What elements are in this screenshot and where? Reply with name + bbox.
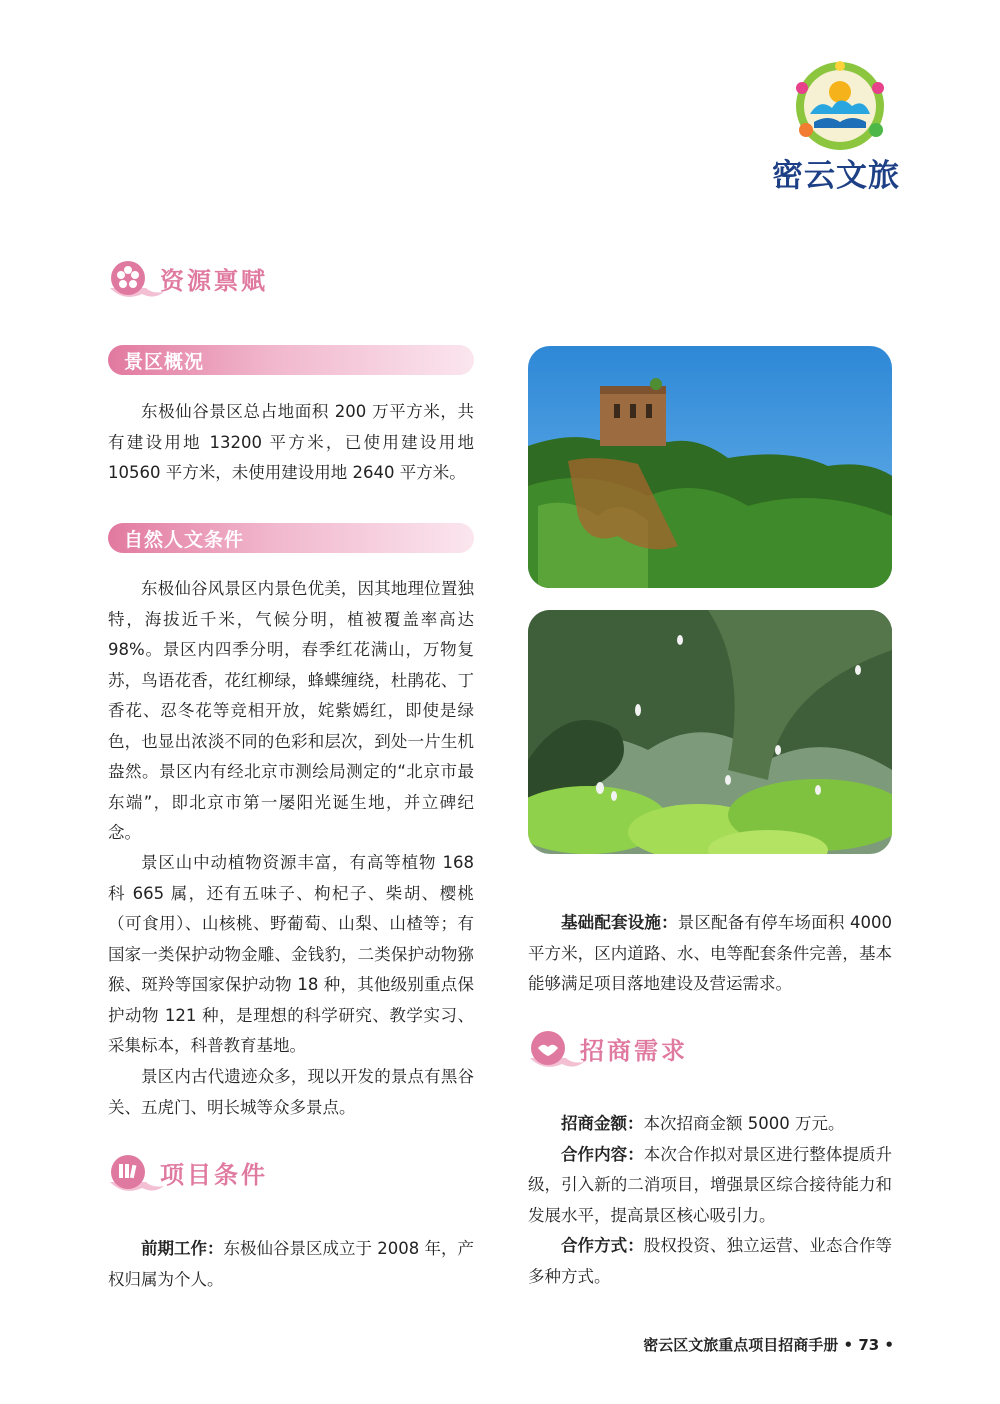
label-nature (108, 523, 474, 553)
flower-icon (106, 258, 158, 298)
photo-great-wall-tower (528, 346, 892, 588)
amount-text: 本次招商金额 5000 万元。 (643, 1114, 845, 1133)
page-footer: 密云区文旅重点项目招商手册 • 73 • (643, 1336, 894, 1354)
overview-paragraph: 东极仙谷景区总占地面积 200 万平方米，共有建设用地 13200 平方米，已使用建设用地 10560 平方米，未使用建设用地 2640 平方米。 (108, 402, 474, 482)
section-title: 招商需求 (580, 1035, 688, 1065)
label-text: 自然人文条件 (124, 528, 245, 551)
content-text: 本次合作拟对景区进行整体提质升级，引入新的二消项目，增强景区综合接待能力和发展水平，提高景区核心吸引力。 (528, 1144, 893, 1225)
nature-paragraph-1: 东极仙谷风景区内景色优美，因其地理位置独特，海拔近千米，气候分明，植被覆盖率高达 98%。景区内四季分明，春季红花满山，万物复苏，鸟语花香，花红柳绿，蜂蝶缠绕，杜鹃花、丁香花、忍冬花等竞相开放，姹紫嫣红，即使是绿色，也显出浓淡不同的色彩和层次，到处一片生机盎然。景区内有经北京市测绘局测定的“北京市最东端”，即北京市第一屡阳光诞生地，并立碑纪念。 (108, 579, 474, 842)
investment-amount-paragraph (528, 1109, 892, 1140)
investment-block (528, 1109, 892, 1292)
logo-text: 密云文旅 (772, 158, 900, 194)
infrastructure-label: 基础配套设施： (561, 913, 678, 932)
infrastructure-paragraph (528, 908, 892, 1000)
mode-text: 股权投资、独立运营、业态合作等多种方式。 (528, 1236, 893, 1286)
label-overview (108, 345, 474, 375)
amount-label: 招商金额： (561, 1114, 644, 1133)
investment-content-paragraph (528, 1140, 892, 1232)
infrastructure-text: 景区配备有停车场面积 4000 平方米，区内道路、水、电等配套条件完善，基本能够满足项目落地建设及营运需求。 (528, 913, 892, 993)
label-text: 景区概况 (124, 350, 205, 373)
book-icon (106, 1152, 158, 1192)
section-title: 资源禀赋 (160, 265, 268, 295)
mode-label: 合作方式： (561, 1236, 644, 1255)
section-heading-investment-needs (526, 1028, 688, 1068)
preliminary-text: 东极仙谷景区成立于 2008 年，产权归属为个人。 (108, 1239, 475, 1289)
section-heading-resources (106, 258, 268, 298)
nature-paragraph-2: 景区山中动植物资源丰富，有高等植物 168 科 665 属，还有五味子、枸杞子、柴胡、樱桃（可食用）、山核桃、野葡萄、山梨、山楂等；有国家一类保护动物金雕、金钱豹，二类保护动物猕猴、斑羚等国家保护动物 18 种，其他级别重点保护动物 121 种，是理想的科学研究、教学实习、采集标本，科普教育基地。 (108, 853, 474, 1055)
content-label: 合作内容： (561, 1144, 644, 1164)
investment-mode-paragraph (528, 1231, 892, 1292)
section-title: 项目条件 (160, 1159, 268, 1189)
preliminary-label: 前期工作： (141, 1239, 224, 1258)
section-heading-project-conditions (106, 1152, 268, 1192)
nature-paragraph-3: 景区内古代遗迹众多，现以开发的景点有黑谷关、五虎门、明长城等众多景点。 (108, 1067, 474, 1117)
handshake-icon (526, 1028, 578, 1068)
preliminary-paragraph (108, 1234, 474, 1295)
miyun-emblem-icon (780, 58, 900, 158)
photo-egrets-lotus (528, 610, 892, 854)
